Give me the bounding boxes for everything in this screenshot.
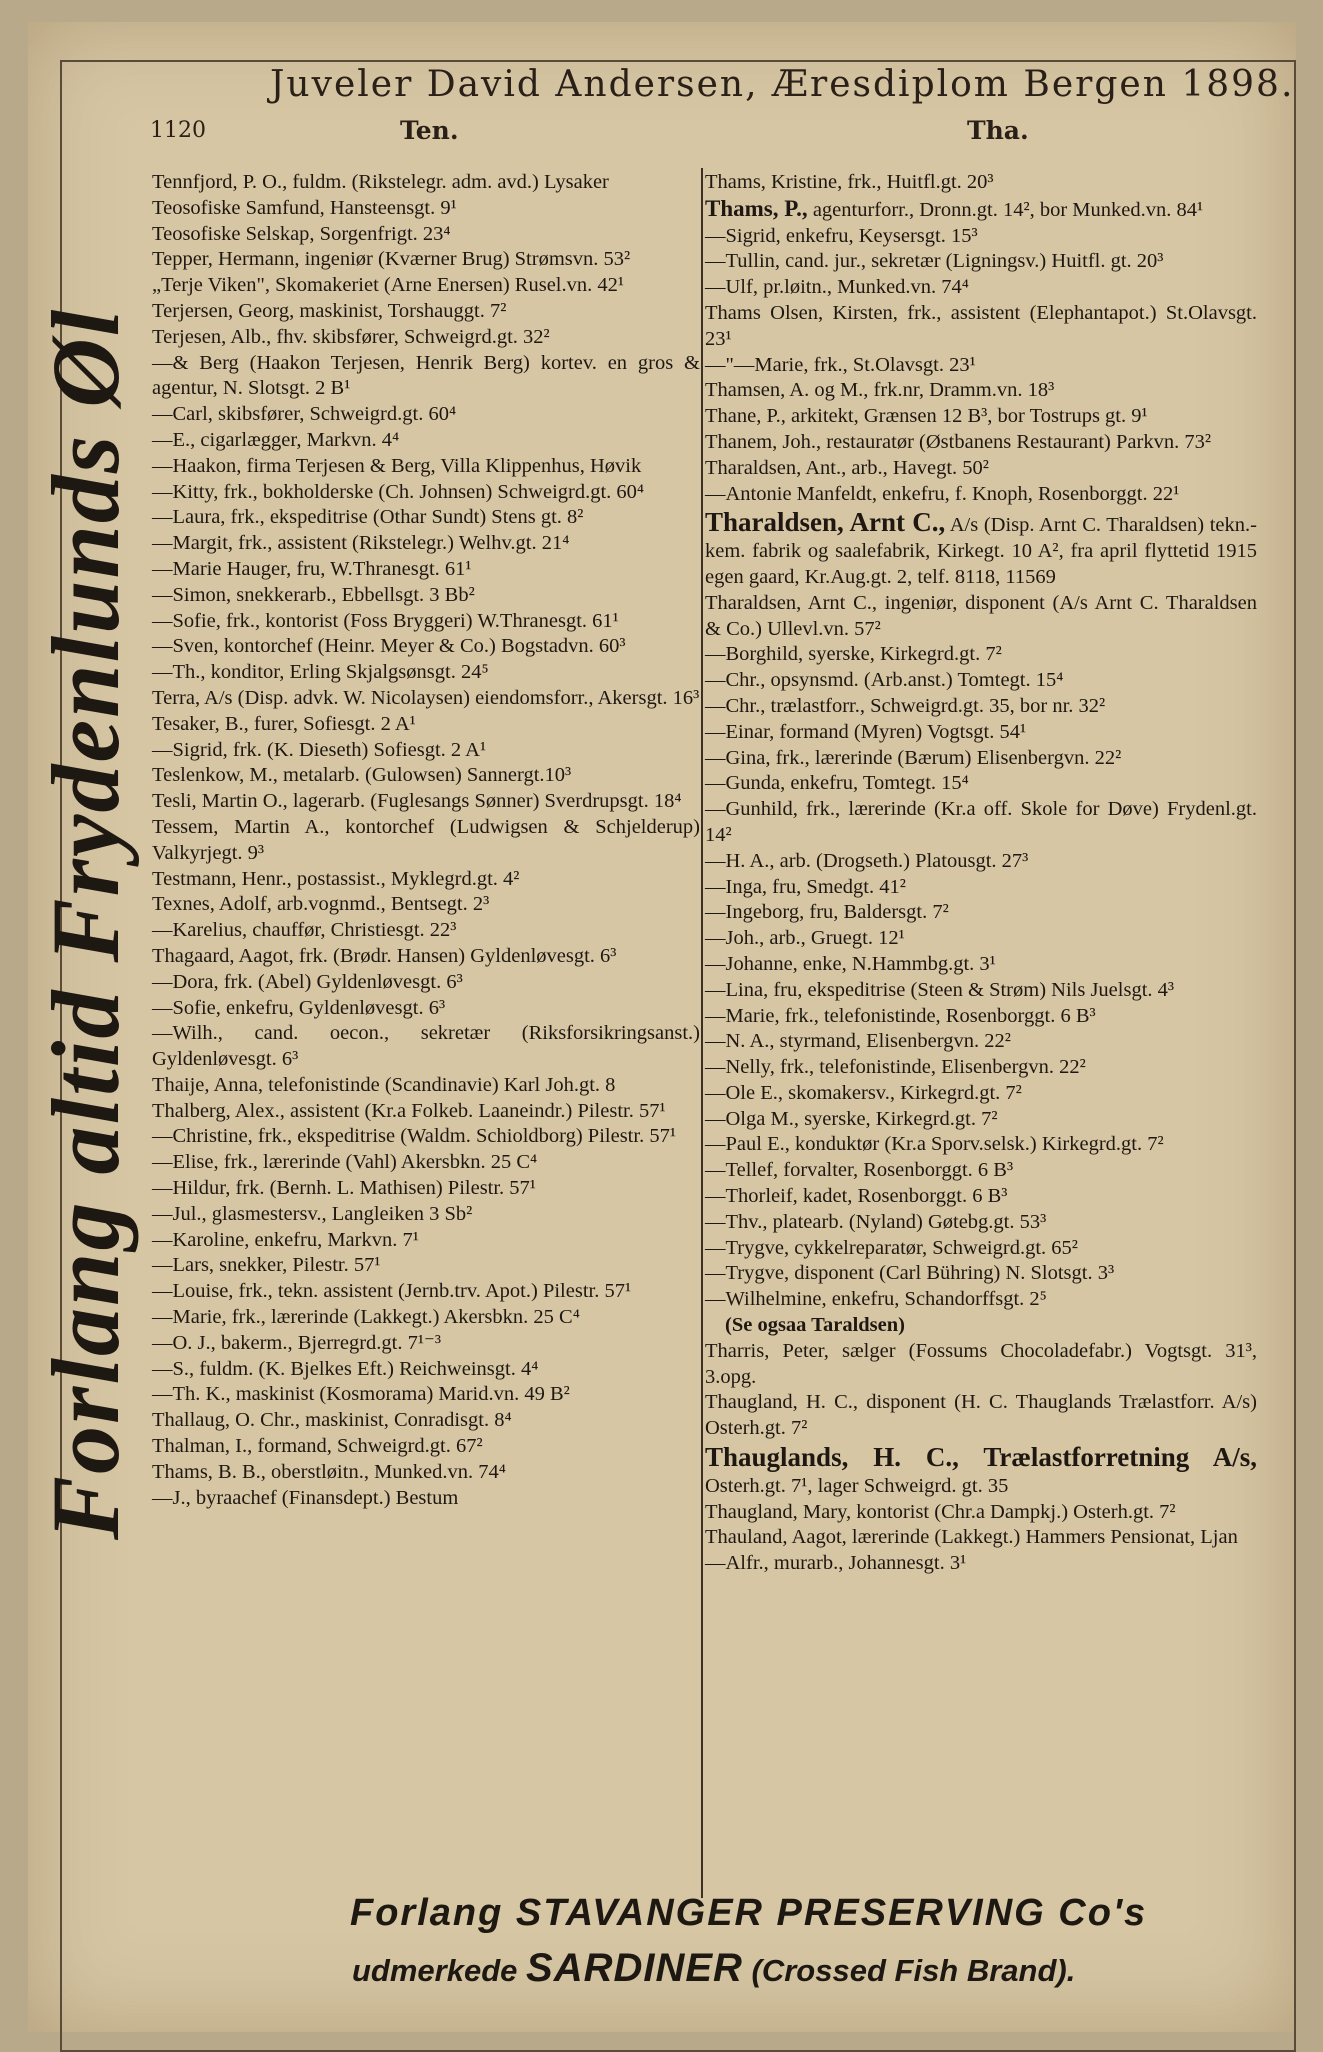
entry-text: —Einar, formand (Myren) Vogtsgt. 54¹ bbox=[705, 720, 1027, 743]
directory-entry: Thalman, I., formand, Schweigrd.gt. 67² bbox=[152, 1435, 483, 1458]
entry-text: —Wilhelmine, enkefru, Schandorffsgt. 2⁵ bbox=[705, 1288, 1047, 1311]
directory-entry: „Terje Viken", Skomakeriet (Arne Enersen) Rusel.vn. 42¹ bbox=[152, 274, 625, 297]
directory-entry: Terra, A/s (Disp. advk. W. Nicolaysen) eiendomsforr., Akersgt. 16³ bbox=[152, 686, 700, 709]
directory-entry: Teosofiske Selskap, Sorgenfrigt. 23⁴ bbox=[152, 222, 451, 245]
footer-brand: SARDINER bbox=[526, 1946, 743, 1990]
entry-text: —N. A., styrmand, Elisenbergvn. 22² bbox=[705, 1030, 1011, 1053]
directory-entry bbox=[705, 1339, 1257, 1391]
entry-text: (Se ogsaa Taraldsen) bbox=[725, 1314, 905, 1337]
vertical-advertisement: Forlang altid Frydenlunds Øl bbox=[32, 307, 139, 1540]
directory-entry: Thams, B. B., oberstløitn., Munked.vn. 74⁴ bbox=[152, 1460, 506, 1483]
directory-entry: —Louise, frk., tekn. assistent (Jernb.trv. Apot.) Pilestr. 57¹ bbox=[152, 1280, 632, 1303]
directory-entry: Tesli, Martin O., lagerarb. (Fuglesangs Sønner) Sverdrupsgt. 18⁴ bbox=[152, 790, 682, 813]
directory-entry bbox=[705, 1236, 1257, 1262]
directory-entry: —Karelius, chauffør, Christiesgt. 22³ bbox=[152, 919, 457, 942]
directory-entry: —Hildur, frk. (Bernh. L. Mathisen) Pilestr. 57¹ bbox=[152, 1177, 536, 1200]
entry-text: —Ole E., skomakersv., Kirkegrd.gt. 7² bbox=[705, 1081, 1022, 1104]
page-number: 1120 bbox=[150, 118, 206, 143]
directory-entry bbox=[705, 224, 1257, 250]
directory-entry: —Th. K., maskinist (Kosmorama) Marid.vn. 49 B² bbox=[152, 1383, 570, 1406]
entry-text: —Alfr., murarb., Johannesgt. 3¹ bbox=[705, 1552, 967, 1575]
entry-text: —Tellef, forvalter, Rosenborggt. 6 B³ bbox=[705, 1159, 1014, 1182]
directory-entry bbox=[705, 952, 1257, 978]
directory-entry: —Elise, frk., lærerinde (Vahl) Akersbkn. 25 C⁴ bbox=[152, 1151, 538, 1174]
directory-entry: —Marie Hauger, fru, W.Thranesgt. 61¹ bbox=[152, 557, 472, 580]
directory-entry: —Sofie, frk., kontorist (Foss Bryggeri) W.Thranesgt. 61¹ bbox=[152, 609, 619, 632]
footer-advertisement-line1: Forlang STAVANGER PRESERVING Co's bbox=[350, 1892, 1148, 1934]
entry-text: —"—Marie, frk., St.Olavsgt. 23¹ bbox=[705, 353, 976, 376]
entry-text: —Thv., platearb. (Nyland) Gøtebg.gt. 53³ bbox=[705, 1210, 1047, 1233]
directory-entry: —Christine, frk., ekspeditrise (Waldm. Schioldborg) Pilestr. 57¹ bbox=[152, 1125, 676, 1148]
directory-entry bbox=[705, 720, 1257, 746]
entry-text: —Tullin, cand. jur., sekretær (Ligningsv.) Huitfl. gt. 20³ bbox=[705, 250, 1164, 273]
directory-entry: —Th., konditor, Erling Skjalgsønsgt. 24⁵ bbox=[152, 661, 489, 684]
directory-entry bbox=[705, 1313, 1257, 1339]
directory-entry bbox=[705, 849, 1257, 875]
directory-entry bbox=[705, 1390, 1257, 1442]
directory-entry bbox=[705, 926, 1257, 952]
directory-entry bbox=[705, 875, 1257, 901]
directory-entry bbox=[705, 668, 1257, 694]
entry-text: —Sigrid, enkefru, Keysersgt. 15³ bbox=[705, 224, 978, 247]
directory-entry: —Laura, frk., ekspeditrise (Othar Sundt) Stens gt. 8² bbox=[152, 506, 584, 529]
entry-lead: Thauglands, H. C., Trælastforretning A/s, bbox=[705, 1442, 1257, 1473]
directory-entry bbox=[705, 249, 1257, 275]
directory-entry: Tesaker, B., furer, Sofiesgt. 2 A¹ bbox=[152, 712, 416, 735]
directory-entry: Testmann, Henr., postassist., Myklegrd.gt. 4² bbox=[152, 867, 520, 890]
left-column-heading: Ten. bbox=[400, 116, 459, 145]
directory-entry: —Carl, skibsfører, Schweigrd.gt. 60⁴ bbox=[152, 403, 457, 426]
entry-text: —Paul E., konduktør (Kr.a Sporv.selsk.) Kirkegrd.gt. 7² bbox=[705, 1133, 1164, 1156]
directory-entry bbox=[705, 1287, 1257, 1313]
directory-entry bbox=[705, 797, 1257, 849]
directory-entry bbox=[705, 1210, 1257, 1236]
directory-entry bbox=[705, 1442, 1257, 1500]
entry-text: Thanem, Joh., restauratør (Østbanens Restaurant) Parkvn. 73² bbox=[705, 430, 1211, 453]
directory-entry: —E., cigarlægger, Markvn. 4⁴ bbox=[152, 428, 400, 451]
entry-text: —H. A., arb. (Drogseth.) Platousgt. 27³ bbox=[705, 849, 1029, 872]
directory-entry bbox=[705, 404, 1257, 430]
directory-entry: —Karoline, enkefru, Markvn. 7¹ bbox=[152, 1228, 419, 1251]
directory-entry bbox=[705, 1184, 1257, 1210]
entry-text: —Chr., trælastforr., Schweigrd.gt. 35, bor nr. 32² bbox=[705, 694, 1106, 717]
left-column bbox=[152, 170, 700, 1511]
entry-text: Thaugland, Mary, kontorist (Chr.a Dampkj.) Osterh.gt. 7² bbox=[705, 1500, 1176, 1523]
directory-entry bbox=[705, 430, 1257, 456]
directory-entry bbox=[705, 378, 1257, 404]
column-divider bbox=[701, 168, 703, 1898]
directory-entry bbox=[705, 1132, 1257, 1158]
directory-entry: —Simon, snekkerarb., Ebbellsgt. 3 Bb² bbox=[152, 583, 475, 606]
directory-entry bbox=[705, 301, 1257, 353]
directory-entry: Terjersen, Georg, maskinist, Torshauggt. 7² bbox=[152, 299, 507, 322]
directory-entry bbox=[705, 642, 1257, 668]
directory-entry bbox=[705, 591, 1257, 643]
directory-entry: —Dora, frk. (Abel) Gyldenløvesgt. 6³ bbox=[152, 970, 463, 993]
directory-entry: —J., byraachef (Finansdept.) Bestum bbox=[152, 1486, 459, 1509]
entry-text: —Marie, frk., telefonistinde, Rosenborggt. 6 B³ bbox=[705, 1004, 1096, 1027]
directory-entry bbox=[705, 196, 1257, 224]
entry-text: —Gina, frk., lærerinde (Bærum) Elisenbergvn. 22² bbox=[705, 746, 1122, 769]
directory-entry bbox=[705, 1029, 1257, 1055]
directory-entry: —S., fuldm. (K. Bjelkes Eft.) Reichweinsgt. 4⁴ bbox=[152, 1357, 539, 1380]
directory-entry: Tessem, Martin A., kontorchef (Ludwigsen & Schjelderup) Valkyrjegt. 9³ bbox=[152, 815, 700, 864]
entry-text: —Trygve, disponent (Carl Bühring) N. Slotsgt. 3³ bbox=[705, 1262, 1115, 1285]
directory-entry: —Margit, frk., assistent (Rikstelegr.) Welhv.gt. 21⁴ bbox=[152, 532, 570, 555]
directory-entry bbox=[705, 1107, 1257, 1133]
directory-entry: Thaije, Anna, telefonistinde (Scandinavie) Karl Joh.gt. 8 bbox=[152, 1073, 616, 1096]
directory-entry: Tennfjord, P. O., fuldm. (Rikstelegr. adm. avd.) Lysaker bbox=[152, 171, 609, 193]
entry-text: —Lina, fru, ekspeditrise (Steen & Strøm) Nils Juelsgt. 4³ bbox=[705, 978, 1175, 1001]
directory-entry bbox=[705, 1500, 1257, 1526]
directory-entry bbox=[705, 771, 1257, 797]
directory-entry: —Lars, snekker, Pilestr. 57¹ bbox=[152, 1254, 381, 1277]
entry-lead: Thams, P., bbox=[705, 195, 808, 221]
entry-text: Thams Olsen, Kirsten, frk., assistent (Elephantapot.) St.Olavsgt. 23¹ bbox=[705, 301, 1257, 350]
directory-entry: Teslenkow, M., metalarb. (Gulowsen) Sannergt.10³ bbox=[152, 764, 572, 787]
entry-text: Thaugland, H. C., disponent (H. C. Thauglands Trælastforr. A/s) Osterh.gt. 7² bbox=[705, 1391, 1257, 1440]
entry-text: —Trygve, cykkelreparatør, Schweigrd.gt. 65² bbox=[705, 1236, 1078, 1259]
entry-text: Tharaldsen, Ant., arb., Havegt. 50² bbox=[705, 456, 989, 479]
entry-text: —Ingeborg, fru, Baldersgt. 7² bbox=[705, 901, 949, 924]
directory-entry: —& Berg (Haakon Terjesen, Henrik Berg) kortev. en gros & agentur, N. Slotsgt. 2 B¹ bbox=[152, 351, 700, 400]
directory-entry bbox=[705, 694, 1257, 720]
entry-text: —Joh., arb., Gruegt. 12¹ bbox=[705, 927, 905, 950]
entry-text: —Thorleif, kadet, Rosenborggt. 6 B³ bbox=[705, 1185, 1008, 1208]
entry-text: —Borghild, syerske, Kirkegrd.gt. 7² bbox=[705, 643, 1002, 666]
entry-text: agenturforr., Dronn.gt. 14², bor Munked.vn. 84¹ bbox=[807, 198, 1204, 221]
directory-entry: —Jul., glasmestersv., Langleiken 3 Sb² bbox=[152, 1202, 473, 1225]
directory-entry bbox=[705, 1525, 1257, 1551]
directory-entry bbox=[705, 1261, 1257, 1287]
entry-text: —Chr., opsynsmd. (Arb.anst.) Tomtegt. 15⁴ bbox=[705, 669, 1064, 692]
directory-entry bbox=[705, 1551, 1257, 1577]
directory-entry: —Wilh., cand. oecon., sekretær (Riksforsikringsanst.) Gyldenløvesgt. 6³ bbox=[152, 1022, 700, 1071]
directory-entry bbox=[705, 1081, 1257, 1107]
entry-text: —Nelly, frk., telefonistinde, Elisenbergvn. 22² bbox=[705, 1056, 1086, 1079]
directory-entry: —Sigrid, frk. (K. Dieseth) Sofiesgt. 2 A¹ bbox=[152, 738, 487, 761]
right-column bbox=[705, 170, 1257, 1577]
directory-entry: —Sofie, enkefru, Gyldenløvesgt. 6³ bbox=[152, 996, 446, 1019]
entry-text: —Johanne, enke, N.Hammbg.gt. 3¹ bbox=[705, 952, 996, 975]
entry-text: —Gunhild, frk., lærerinde (Kr.a off. Skole for Døve) Frydenl.gt. 14² bbox=[705, 798, 1257, 846]
entry-text: Thane, P., arkitekt, Grænsen 12 B³, bor Tostrups gt. 9¹ bbox=[705, 405, 1148, 428]
entry-text: Thams, Kristine, frk., Huitfl.gt. 20³ bbox=[705, 171, 994, 193]
footer-prefix: udmerkede bbox=[352, 1953, 527, 1988]
directory-entry bbox=[705, 900, 1257, 926]
directory-entry bbox=[705, 1158, 1257, 1184]
directory-entry: —Kitty, frk., bokholderske (Ch. Johnsen) Schweigrd.gt. 60⁴ bbox=[152, 480, 645, 503]
entry-lead: Tharaldsen, Arnt C., bbox=[705, 507, 946, 538]
directory-entry: —Haakon, firma Terjesen & Berg, Villa Klippenhus, Høvik bbox=[152, 454, 642, 477]
directory-entry: Thalberg, Alex., assistent (Kr.a Folkeb. Laaneindr.) Pilestr. 57¹ bbox=[152, 1099, 666, 1122]
entry-text: Tharris, Peter, sælger (Fossums Chocoladefabr.) Vogtsgt. 31³, 3.opg. bbox=[705, 1339, 1257, 1388]
directory-entry: —Sven, kontorchef (Heinr. Meyer & Co.) Bogstadvn. 60³ bbox=[152, 635, 626, 658]
entry-text: —Olga M., syerske, Kirkegrd.gt. 7² bbox=[705, 1107, 998, 1130]
directory-entry bbox=[705, 978, 1257, 1004]
directory-entry bbox=[705, 1055, 1257, 1081]
directory-entry bbox=[705, 507, 1257, 590]
directory-entry: —Marie, frk., lærerinde (Lakkegt.) Akersbkn. 25 C⁴ bbox=[152, 1306, 580, 1329]
entry-text: Thamsen, A. og M., frk.nr, Dramm.vn. 18³ bbox=[705, 379, 1055, 402]
directory-entry: Texnes, Adolf, arb.vognmd., Bentsegt. 2³ bbox=[152, 893, 490, 916]
directory-entry bbox=[705, 353, 1257, 379]
directory-entry bbox=[705, 746, 1257, 772]
entry-text: Thauland, Aagot, lærerinde (Lakkegt.) Hammers Pensionat, Ljan bbox=[705, 1526, 1238, 1549]
directory-entry bbox=[705, 482, 1257, 508]
entry-text: —Gunda, enkefru, Tomtegt. 15⁴ bbox=[705, 772, 969, 795]
directory-entry bbox=[705, 275, 1257, 301]
entry-text: —Inga, fru, Smedgt. 41² bbox=[705, 875, 906, 898]
entry-text: —Antonie Manfeldt, enkefru, f. Knoph, Rosenborggt. 22¹ bbox=[705, 482, 1180, 505]
directory-entry: Thagaard, Aagot, frk. (Brødr. Hansen) Gyldenløvesgt. 6³ bbox=[152, 944, 617, 967]
directory-entry bbox=[705, 1004, 1257, 1030]
entry-text: Osterh.gt. 7¹, lager Schweigrd. gt. 35 bbox=[705, 1474, 1009, 1497]
directory-entry: Tepper, Hermann, ingeniør (Kværner Brug) Strømsvn. 53² bbox=[152, 248, 631, 271]
directory-entry: —O. J., bakerm., Bjerregrd.gt. 7¹⁻³ bbox=[152, 1331, 441, 1354]
header-advertisement: Juveler David Andersen, Æresdiplom Bergen 1898. bbox=[270, 64, 1295, 105]
entry-text: Tharaldsen, Arnt C., ingeniør, disponent (A/s Arnt C. Tharaldsen & Co.) Ullevl.vn. 57² bbox=[705, 591, 1257, 640]
entry-text: A/s (Disp. Arnt C. Tharaldsen) tekn.-kem. fabrik og saalefabrik, Kirkegt. 10 A², fra april flyttetid 1915 egen gaard, Kr.Aug.gt. 2, telf. 8118, 11569 bbox=[705, 514, 1257, 588]
right-column-heading: Tha. bbox=[967, 116, 1029, 145]
directory-entry: Teosofiske Samfund, Hansteensgt. 9¹ bbox=[152, 196, 457, 219]
footer-suffix: (Crossed Fish Brand). bbox=[742, 1953, 1076, 1988]
entry-text: —Ulf, pr.løitn., Munked.vn. 74⁴ bbox=[705, 276, 969, 299]
footer-advertisement-line2 bbox=[352, 1946, 1075, 1991]
directory-entry bbox=[705, 170, 1257, 196]
directory-entry bbox=[705, 456, 1257, 482]
directory-entry: Terjesen, Alb., fhv. skibsfører, Schweigrd.gt. 32² bbox=[152, 325, 550, 348]
directory-entry: Thallaug, O. Chr., maskinist, Conradisgt. 8⁴ bbox=[152, 1409, 512, 1432]
